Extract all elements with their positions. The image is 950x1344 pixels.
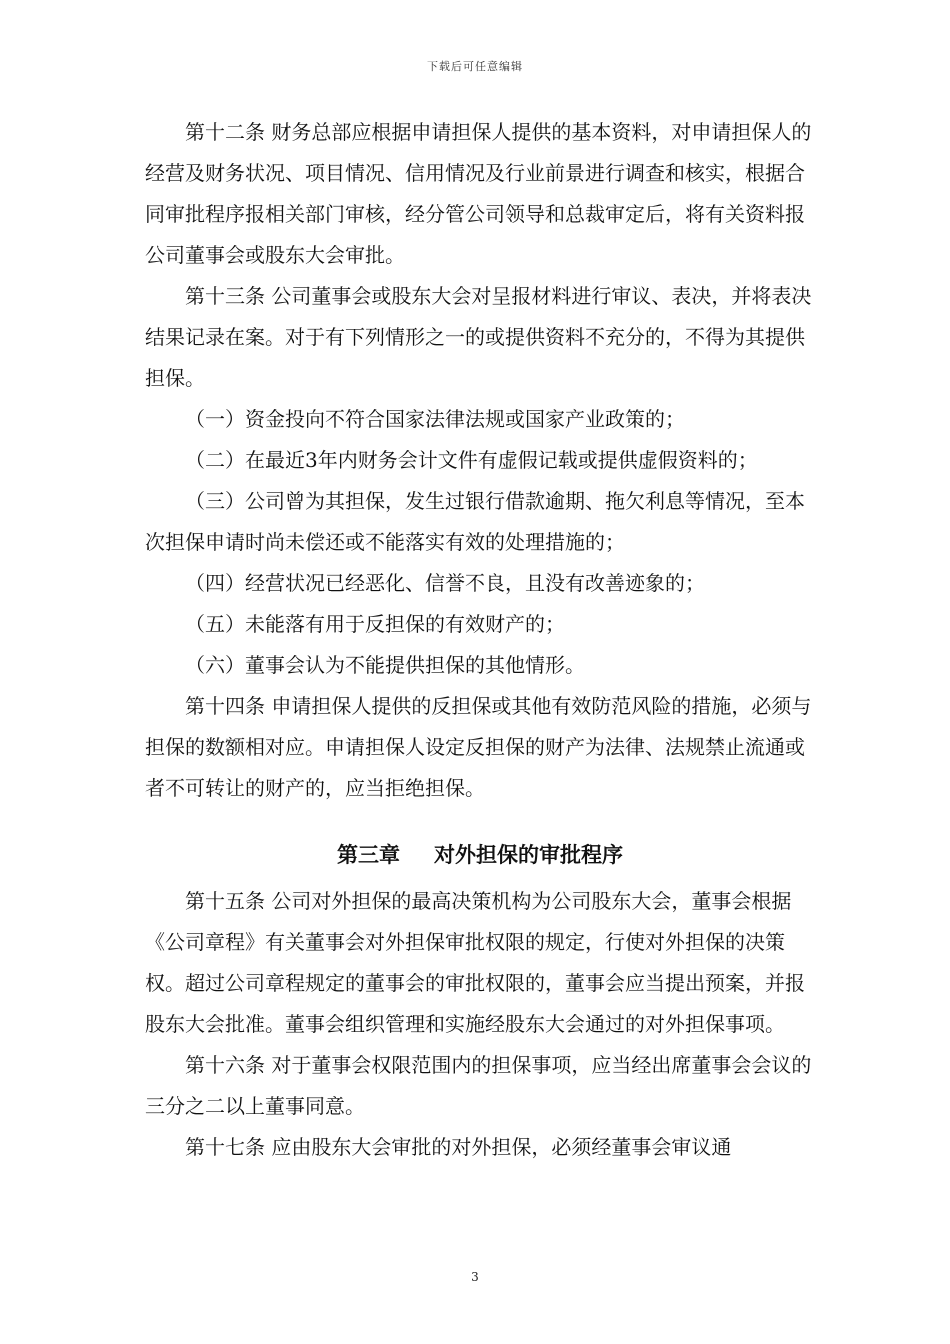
document-body (145, 112, 815, 1168)
article-17: 第十七条 应由股东大会审批的对外担保，必须经董事会审议通 (185, 1135, 732, 1159)
article-13: 第十三条 公司董事会或股东大会对呈报材料进行审议、表决，并将表决结果记录在案。对于有下列情形之一的或提供资料不充分的，不得为其提供担保。 (145, 284, 812, 390)
list-item: （三）公司曾为其担保，发生过银行借款逾期、拖欠利息等情况，至本次担保申请时尚未偿还或不能落实有效的处理措施的； (145, 489, 805, 554)
article-12: 第十二条 财务总部应根据申请担保人提供的基本资料，对申请担保人的经营及财务状况、项目情况、信用情况及行业前景进行调查和核实，根据合同审批程序报相关部门审核，经分管公司领导和总裁审定后，将有关资料报公司董事会或股东大会审批。 (145, 120, 812, 267)
page-number: 3 (471, 1270, 479, 1284)
article-16: 第十六条 对于董事会权限范围内的担保事项，应当经出席董事会会议的三分之二以上董事同意。 (145, 1053, 812, 1118)
chapter-title: 对外担保的审批程序 (434, 843, 623, 867)
list-item: （六）董事会认为不能提供担保的其他情形。 (185, 653, 585, 677)
article-15: 第十五条 公司对外担保的最高决策机构为公司股东大会，董事会根据《公司章程》有关董事会对外担保审批权限的规定，行使对外担保的决策权。超过公司章程规定的董事会的审批权限的，董事会应当提出预案，并报股东大会批准。董事会组织管理和实施经股东大会通过的对外担保事项。 (145, 889, 805, 1036)
list-item: （四）经营状况已经恶化、信誉不良，且没有改善迹象的； (185, 571, 705, 595)
chapter-heading (145, 833, 815, 877)
chapter-number: 第三章 (337, 843, 400, 867)
list-item: （一）资金投向不符合国家法律法规或国家产业政策的； (185, 407, 685, 431)
article-14: 第十四条 申请担保人提供的反担保或其他有效防范风险的措施，必须与担保的数额相对应。申请担保人设定反担保的财产为法律、法规禁止流通或者不可转让的财产的，应当拒绝担保。 (145, 694, 812, 800)
list-item: （五）未能落有用于反担保的有效财产的； (185, 612, 565, 636)
page-header-note: 下载后可任意编辑 (427, 60, 523, 73)
list-item: （二）在最近3年内财务会计文件有虚假记载或提供虚假资料的； (185, 448, 758, 472)
